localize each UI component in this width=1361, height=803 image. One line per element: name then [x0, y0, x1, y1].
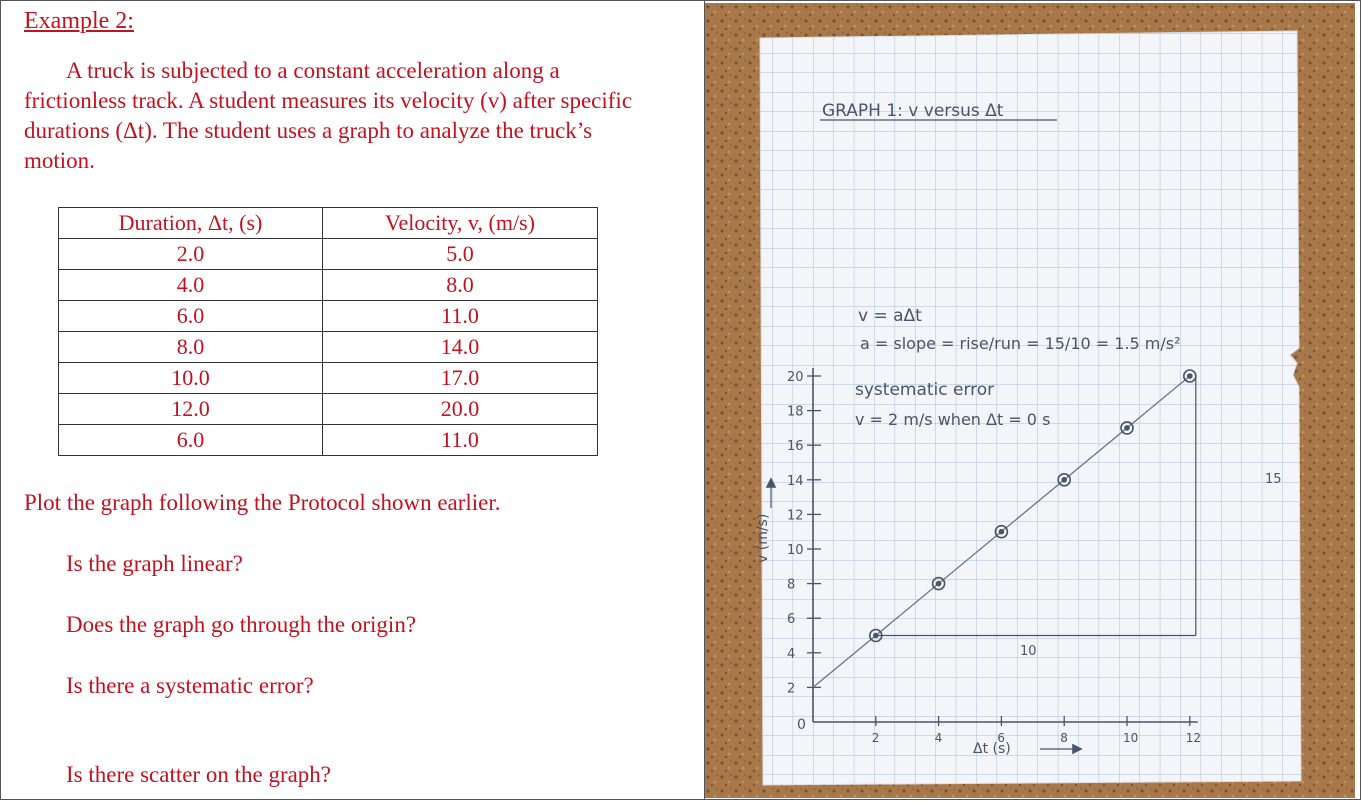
graph-title: GRAPH 1: v versus Δt [822, 101, 1004, 121]
y-tick-label: 6 [787, 612, 796, 628]
y-tick-label: 8 [787, 577, 796, 593]
table-row [59, 332, 598, 363]
table-row [59, 394, 598, 425]
duration-cell: 6.0 [59, 425, 323, 456]
example-title: Example 2: [24, 8, 134, 34]
y-tick-label: 18 [787, 404, 804, 420]
y-tick-label: 14 [787, 473, 804, 489]
velocity-cell: 11.0 [323, 425, 598, 456]
table-row [59, 301, 598, 332]
data-point-dot [1188, 374, 1192, 378]
data-point-dot [874, 634, 878, 638]
velocity-cell: 20.0 [323, 394, 598, 425]
y-tick-label: 10 [787, 543, 804, 558]
header-velocity: Velocity, v, (m/s) [323, 208, 598, 239]
question-scatter: Is there scatter on the graph? [66, 762, 332, 787]
data-point-dot [1062, 478, 1066, 482]
duration-cell: 12.0 [59, 394, 323, 425]
problem-text: A truck is subjected to a constant acceleration along a frictionless track. A student measures its velocity (v) after specific durations (Δt). The student uses a graph to analyze the truck’s motion. [24, 58, 633, 173]
header-duration: Duration, Δt, (s) [59, 208, 323, 239]
x-tick-label: 4 [934, 731, 943, 745]
y-tick-label: 2 [787, 681, 796, 697]
x-tick-label: 6 [997, 731, 1006, 745]
graph-photo-svg [705, 3, 1355, 798]
table-row [59, 425, 598, 456]
rise-label: 15 [1265, 472, 1282, 487]
data-point-dot [937, 582, 941, 586]
plot-instruction: Plot the graph following the Protocol shown earlier. [24, 490, 501, 515]
duration-cell: 10.0 [59, 363, 323, 394]
x-tick-label: 8 [1060, 731, 1068, 745]
velocity-cell: 17.0 [323, 363, 598, 394]
x-tick-label: 2 [871, 731, 880, 745]
table-row [59, 270, 598, 301]
duration-cell: 6.0 [59, 301, 323, 332]
question-origin: Does the graph go through the origin? [66, 612, 417, 637]
question-systematic-error: Is there a systematic error? [66, 673, 314, 698]
y-tick-label: 12 [787, 508, 804, 524]
y-tick-label: 4 [787, 646, 796, 662]
equation-va: v = aΔt [858, 306, 922, 326]
velocity-cell: 14.0 [323, 332, 598, 363]
duration-cell: 4.0 [59, 270, 323, 301]
x-tick-label: 12 [1185, 731, 1202, 745]
data-table [58, 207, 598, 456]
question-linear: Is the graph linear? [66, 551, 243, 576]
origin-label: 0 [797, 717, 806, 733]
table-row [59, 239, 598, 270]
table-header-row [59, 208, 598, 239]
y-tick-label: 16 [787, 439, 804, 455]
x-axis-label: Δt (s) [973, 741, 1011, 757]
data-point-dot [999, 530, 1003, 534]
graph-paper [760, 31, 1301, 785]
velocity-cell: 8.0 [323, 270, 598, 301]
y-tick-label: 20 [787, 370, 804, 385]
velocity-cell: 5.0 [323, 239, 598, 270]
systematic-error-note: systematic error [855, 380, 995, 400]
equation-slope: a = slope = rise/run = 15/10 = 1.5 m/s² [860, 334, 1181, 353]
y-axis-label: v (m/s) [755, 513, 771, 563]
graph-photo [705, 3, 1355, 798]
velocity-cell: 11.0 [323, 301, 598, 332]
data-point-dot [1125, 426, 1129, 430]
duration-cell: 2.0 [59, 239, 323, 270]
run-label: 10 [1020, 644, 1037, 659]
table-row [59, 363, 598, 394]
x-tick-label: 10 [1123, 731, 1139, 745]
problem-paragraph [24, 56, 664, 176]
duration-cell: 8.0 [59, 332, 323, 363]
intercept-note: v = 2 m/s when Δt = 0 s [855, 410, 1051, 429]
